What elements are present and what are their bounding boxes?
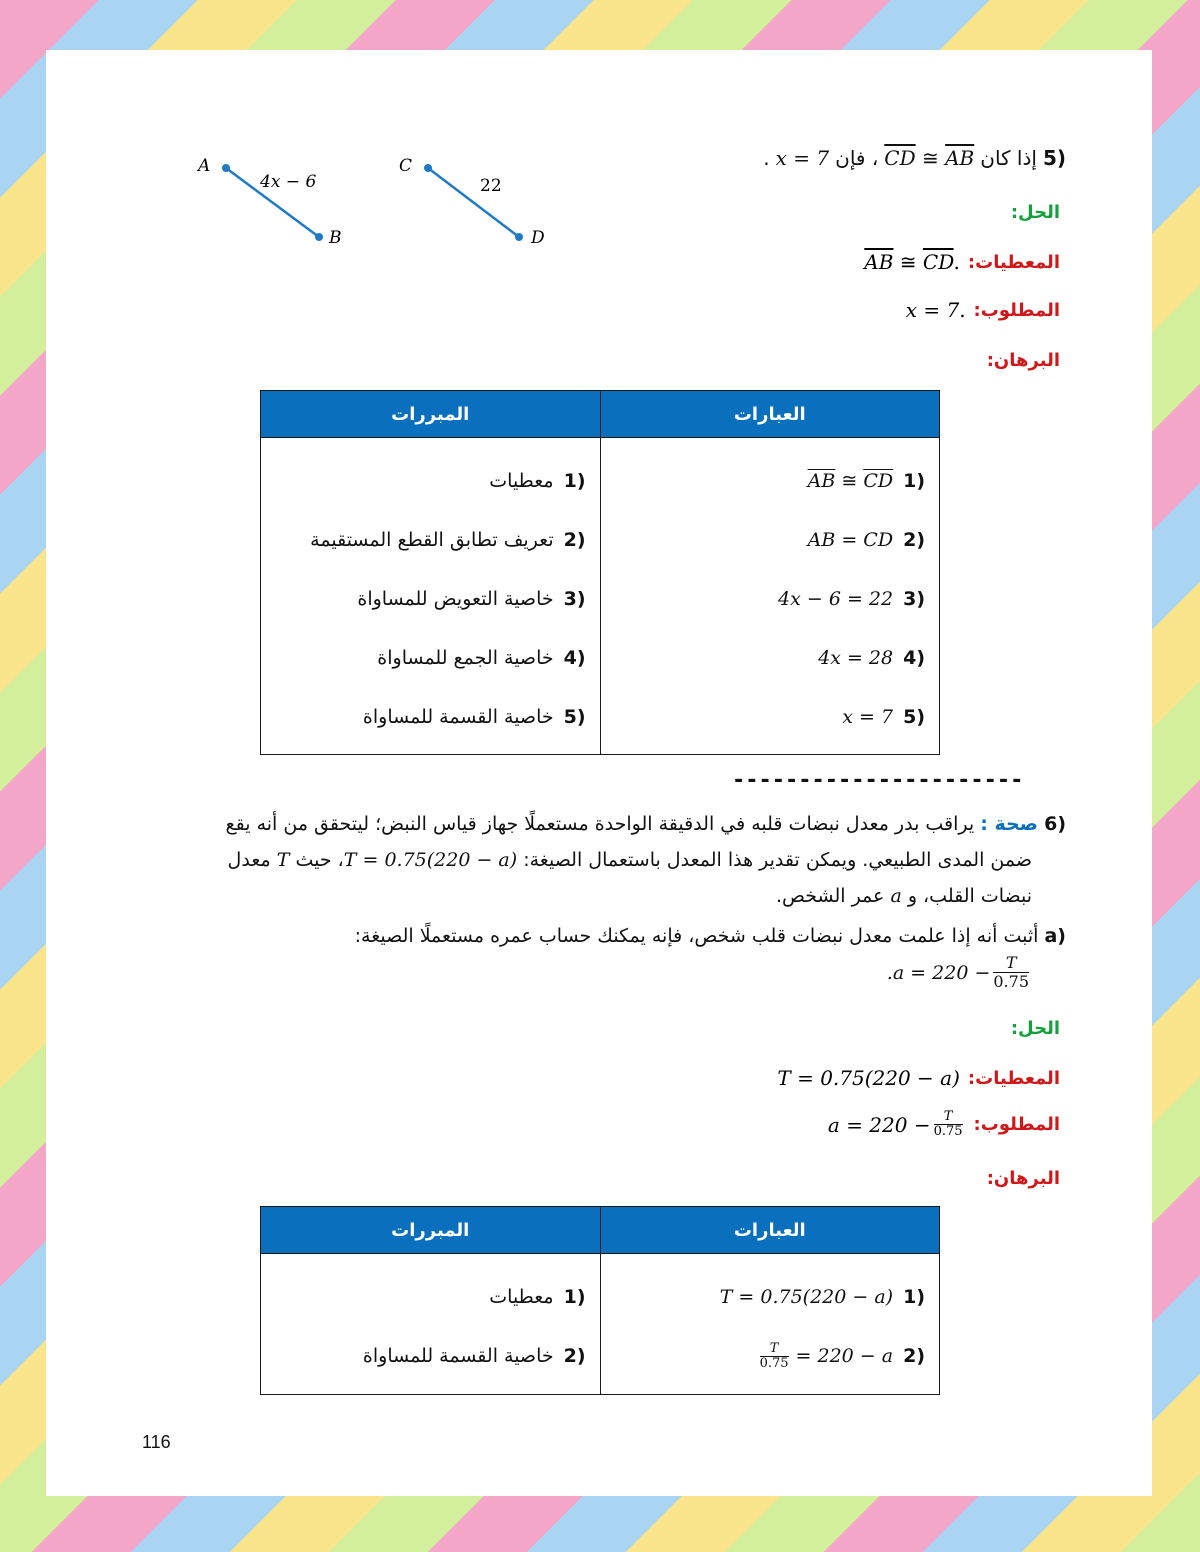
page-sheet bbox=[46, 50, 1152, 1496]
part-a-formula bbox=[136, 954, 1066, 991]
reason-2-text: تعريف تطابق القطع المستقيمة bbox=[310, 529, 554, 551]
reason-3-num: 3) bbox=[563, 588, 586, 610]
t2-statement-1-text: T = 0.75(220 − a) bbox=[719, 1286, 894, 1308]
t2-statement-2-rhs: = 220 − a bbox=[795, 1345, 894, 1367]
line3-var: a bbox=[890, 885, 902, 907]
problem6-proof-label: البرهان: bbox=[986, 1168, 1060, 1189]
problem5-conclusion: x = 7 bbox=[775, 146, 830, 170]
table2-statement-2 bbox=[757, 1327, 925, 1385]
table1-reasons-column bbox=[261, 438, 601, 755]
line3-b: عمر الشخص. bbox=[775, 885, 885, 907]
prove-label-6: المطلوب: bbox=[973, 1114, 1060, 1135]
table1-reason-1 bbox=[489, 452, 585, 510]
problem6-prove bbox=[828, 1110, 1060, 1139]
problem6-line2 bbox=[136, 842, 1066, 878]
table1-statement-3 bbox=[778, 570, 925, 628]
table1-statement-1 bbox=[808, 452, 925, 510]
problem6-solution-label: الحل: bbox=[1010, 1018, 1060, 1039]
prove-fraction bbox=[934, 1110, 963, 1139]
table1-reason-2 bbox=[310, 511, 585, 569]
problem6-line3 bbox=[136, 878, 1066, 914]
point-d bbox=[515, 233, 523, 241]
prove-frac-num: T bbox=[943, 1109, 953, 1124]
table2-statement-1 bbox=[720, 1268, 925, 1326]
problem6-given bbox=[777, 1066, 1060, 1090]
label-22: 22 bbox=[480, 176, 502, 196]
point-b bbox=[315, 233, 323, 241]
table2-header-statements: العبارات bbox=[600, 1207, 939, 1254]
t2-fraction bbox=[760, 1342, 789, 1371]
given-label-6: المعطيات: bbox=[967, 1067, 1060, 1089]
reason-5-text: خاصية القسمة للمساواة bbox=[362, 706, 554, 728]
problem5-number: 5) bbox=[1042, 146, 1066, 170]
table1-statement-5 bbox=[842, 688, 925, 746]
part-a-formula-lhs: a = 220 − bbox=[892, 961, 991, 984]
statement-3-num: 3) bbox=[903, 588, 925, 610]
problem6-number: 6) bbox=[1044, 813, 1066, 835]
frac-den: 0.75 bbox=[993, 972, 1029, 991]
reason-1-num: 1) bbox=[563, 470, 586, 492]
t2-frac-den: 0.75 bbox=[759, 1355, 789, 1371]
table2-reasons-column bbox=[261, 1254, 601, 1395]
line2-c: معدل bbox=[227, 849, 271, 871]
segment-cd bbox=[428, 168, 519, 237]
problem5-text-prefix: إذا كان bbox=[980, 146, 1037, 170]
given-value: $\overline{AB}$ ≅ $\overline{CD}$. bbox=[864, 250, 960, 274]
t2-reason-2-num: 2) bbox=[563, 1345, 586, 1367]
problem5-text-mid: ، فإن bbox=[835, 146, 879, 170]
prove-value-6-text: a = 220 − bbox=[827, 1112, 931, 1137]
label-d: D bbox=[531, 228, 545, 248]
reason-1-text: معطيات bbox=[489, 470, 554, 492]
prove-frac-den: 0.75 bbox=[933, 1124, 963, 1139]
problem6-line1 bbox=[136, 806, 1066, 842]
statement-4-text: 4x = 28 bbox=[818, 647, 894, 669]
line2-b: ، حيث bbox=[295, 849, 344, 871]
table1-statement-2 bbox=[808, 511, 925, 569]
given-value-6: T = 0.75(220 − a) bbox=[777, 1066, 960, 1090]
problem5-given bbox=[864, 250, 1060, 274]
table1-statement-4 bbox=[818, 629, 925, 687]
table1-reason-4 bbox=[377, 629, 585, 687]
reason-5-num: 5) bbox=[563, 706, 586, 728]
problem6-text bbox=[136, 806, 1066, 991]
statement-5-text: x = 7 bbox=[842, 706, 894, 728]
problem5-prove bbox=[906, 298, 1060, 322]
table1-reason-5 bbox=[363, 688, 586, 746]
table2-header-reasons: المبررات bbox=[261, 1207, 601, 1254]
part-a-fraction bbox=[993, 954, 1029, 991]
line2-formula: T = 0.75(220 − a) bbox=[343, 849, 518, 871]
problem6-line1-text: يراقب بدر معدل نبضات قلبه في الدقيقة الواحدة مستعملًا جهاز قياس النبض؛ ليتحقق من أنه يقع bbox=[225, 813, 975, 835]
part-a-formula-expr: . a = 220 − $\frac{T}{0.75}$ bbox=[886, 953, 1029, 991]
reason-3-text: خاصية التعويض للمساواة bbox=[357, 588, 554, 610]
t2-reason-1-num: 1) bbox=[563, 1286, 586, 1308]
problem5-solution-label: الحل: bbox=[1010, 202, 1060, 223]
statement-1-num: 1) bbox=[903, 470, 925, 492]
label-a: A bbox=[198, 156, 211, 176]
table1-header-reasons: المبررات bbox=[261, 391, 601, 438]
problem5-congruence bbox=[884, 146, 974, 170]
reason-4-text: خاصية الجمع للمساواة bbox=[377, 647, 554, 669]
table2-reason-2 bbox=[363, 1327, 586, 1385]
statement-4-num: 4) bbox=[903, 647, 925, 669]
part-a-letter: a) bbox=[1044, 925, 1066, 947]
line2-a: ضمن المدى الطبيعي. ويمكن تقدير هذا المعدل باستعمال الصيغة: bbox=[523, 849, 1032, 871]
problem5-period: . bbox=[763, 146, 770, 170]
t2-frac-num: T bbox=[769, 1340, 779, 1356]
label-c: C bbox=[399, 156, 413, 176]
statement-1-text: $\overline{AB}$ ≅ $\overline{CD}$ bbox=[807, 470, 894, 492]
frac-num: T bbox=[1005, 953, 1017, 972]
statement-2-text: AB = CD bbox=[807, 529, 894, 551]
t2-reason-1-text: معطيات bbox=[489, 1286, 554, 1308]
problem6-part-a bbox=[136, 918, 1066, 954]
prove-value-6 bbox=[828, 1110, 966, 1139]
problem5-statement bbox=[763, 146, 1066, 170]
seg-cd-text: $\overline{CD}$ bbox=[884, 146, 916, 170]
point-a bbox=[222, 164, 230, 172]
reason-2-num: 2) bbox=[563, 529, 586, 551]
statement-2-num: 2) bbox=[903, 529, 925, 551]
congruent-symbol: ≅ bbox=[921, 146, 939, 170]
line3-a: نبضات القلب، و bbox=[907, 885, 1032, 907]
proof-table-1 bbox=[260, 390, 940, 755]
problem6-topic: صحة : bbox=[980, 813, 1039, 835]
given-label: المعطيات: bbox=[967, 251, 1060, 273]
segments-figure bbox=[186, 150, 586, 260]
label-b: B bbox=[329, 228, 342, 248]
point-c bbox=[424, 164, 432, 172]
table2-statements-column bbox=[600, 1254, 939, 1395]
prove-label: المطلوب: bbox=[973, 299, 1060, 321]
reason-4-num: 4) bbox=[563, 647, 586, 669]
prove-value-text: x = 7 bbox=[905, 298, 960, 322]
label-4x-6: 4x − 6 bbox=[260, 172, 317, 192]
proof-table-2 bbox=[260, 1206, 940, 1395]
statement-3-text: 4x − 6 = 22 bbox=[778, 588, 894, 610]
t2-statement-1-num: 1) bbox=[903, 1286, 925, 1308]
table1-reason-3 bbox=[357, 570, 585, 628]
table1-statements-column bbox=[600, 438, 939, 755]
prove-value: x = 7. bbox=[905, 298, 966, 322]
statement-5-num: 5) bbox=[903, 706, 925, 728]
problem5-proof-label: البرهان: bbox=[986, 350, 1060, 371]
t2-statement-2-text bbox=[757, 1342, 894, 1371]
part-a-text: أثبت أنه إذا علمت معدل نبضات قلب شخص، فإنه يمكنك حساب عمره مستعملًا الصيغة: bbox=[354, 925, 1039, 947]
page-number: 116 bbox=[142, 1432, 171, 1452]
t2-reason-2-text: خاصية القسمة للمساواة bbox=[362, 1345, 554, 1367]
line2-T: T bbox=[276, 849, 290, 871]
table1-header-statements: العبارات bbox=[600, 391, 939, 438]
table2-reason-1 bbox=[489, 1268, 585, 1326]
dashed-separator: ---------------------- bbox=[732, 768, 1024, 793]
seg-ab-text: $\overline{AB}$ bbox=[945, 146, 975, 170]
t2-statement-2-num: 2) bbox=[903, 1345, 925, 1367]
